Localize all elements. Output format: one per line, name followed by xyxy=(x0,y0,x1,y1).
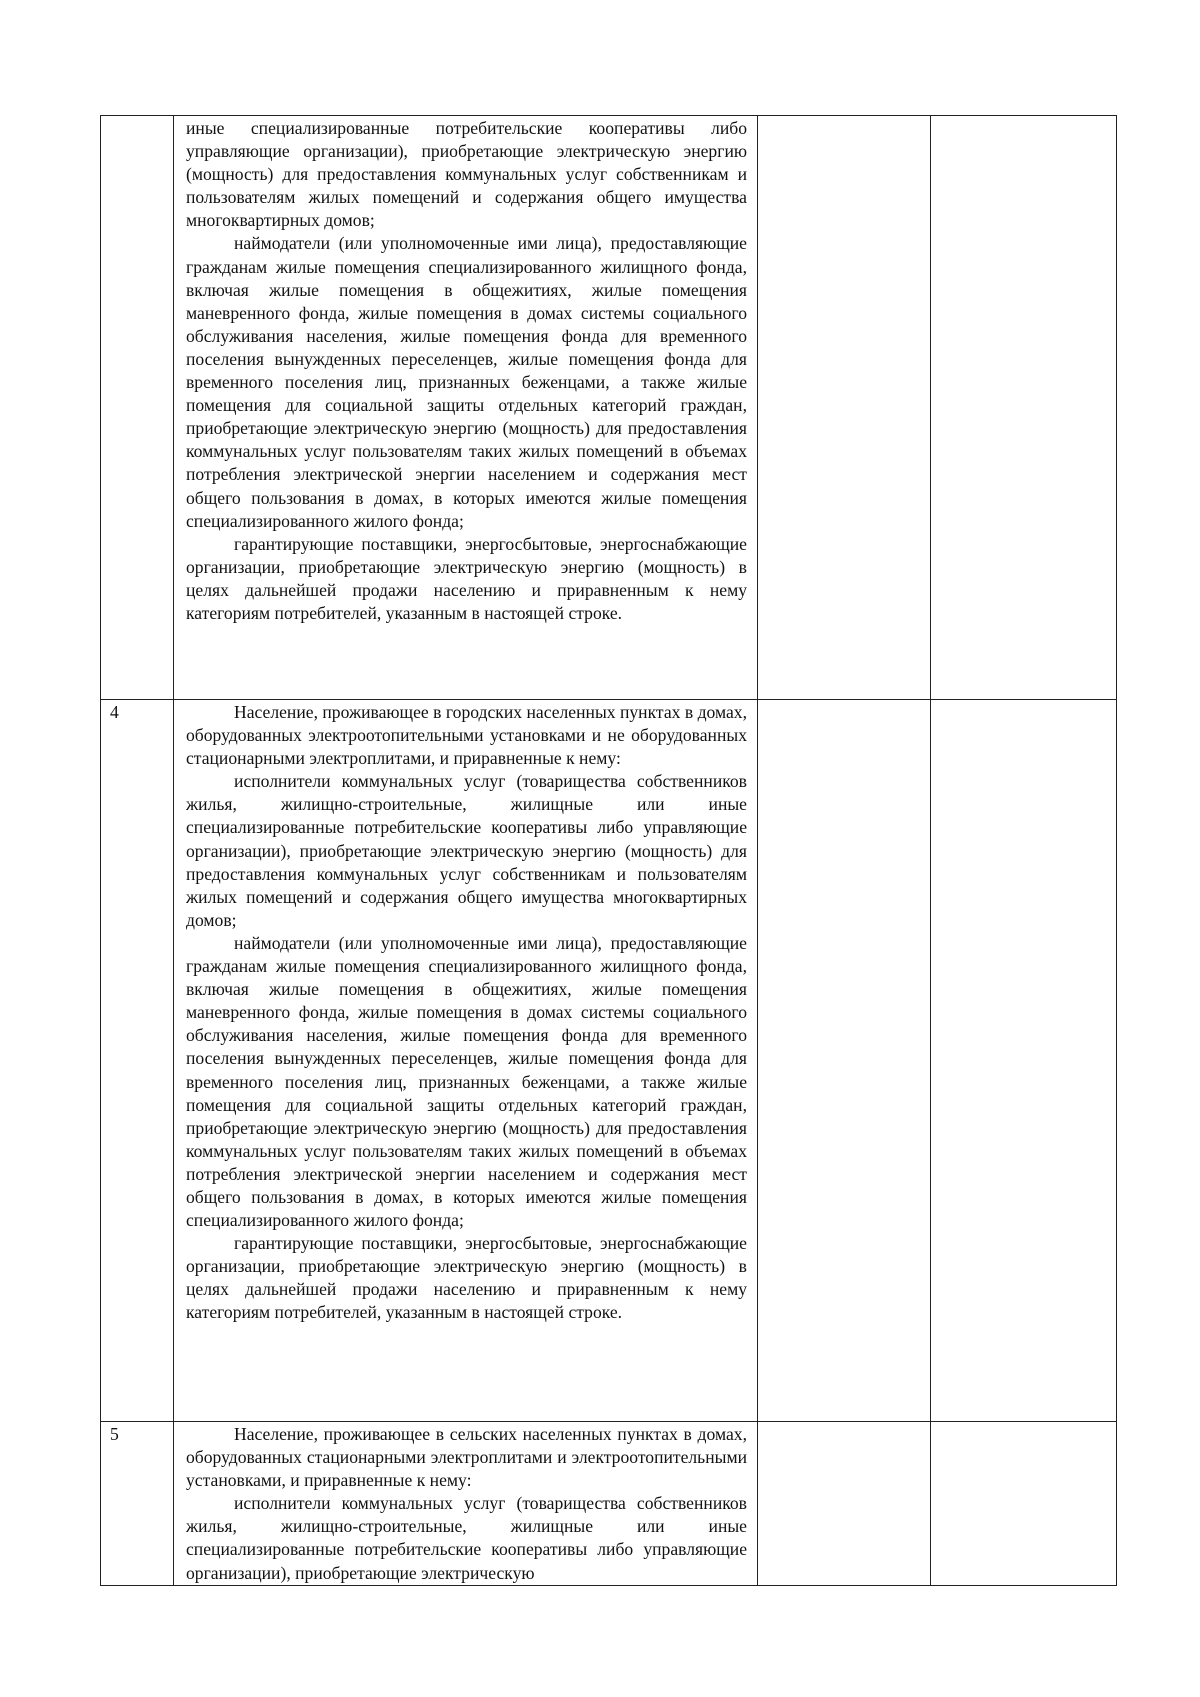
table-row xyxy=(101,700,1117,1422)
empty-cell xyxy=(758,1422,931,1586)
paragraph: гарантирующие поставщики, энергосбытовые, энергоснабжающие организации, приобретающие электрическую энергию (мощность) в целях дальнейшей продажи населению и приравненным к нему категориям потребителей, указанным в настоящей строке. xyxy=(186,533,747,623)
empty-cell xyxy=(758,116,931,700)
paragraph: гарантирующие поставщики, энергосбытовые, энергоснабжающие организации, приобретающие электрическую энергию (мощность) в целях дальнейшей продажи населению и приравненным к нему категориям потребителей, указанным в настоящей строке. xyxy=(186,1233,747,1323)
table-row xyxy=(101,1422,1117,1586)
empty-cell xyxy=(931,1422,1117,1586)
row-description-cell xyxy=(174,116,758,700)
paragraph: наймодатели (или уполномоченные ими лица), предоставляющие гражданам жилые помещения специализированного жилищного фонда, включая жилые помещения в общежитиях, жилые помещения маневренного фонда, жилые помещения в домах системы социального обслуживания населения, жилые помещения фонда для временного поселения вынужденных переселенцев, жилые помещения фонда для временного поселения лиц, признанных беженцами, а также жилые помещения для социальной защиты отдельных категорий граждан, приобретающие электрическую энергию (мощность) для предоставления коммунальных услуг пользователям таких жилых помещений в объемах потребления электрической энергии населением и содержания мест общего пользования в домах, в которых имеются жилые помещения специализированного жилого фонда; xyxy=(186,932,747,1231)
paragraph: иные специализированные потребительские кооперативы либо управляющие организации), приобретающие электрическую энергию (мощность) для предоставления коммунальных услуг собственникам и пользователям жилых помещений и содержания общего имущества многоквартирных домов; xyxy=(186,118,747,231)
row-number-cell: 5 xyxy=(101,1422,174,1586)
row-description-cell xyxy=(174,1422,758,1586)
paragraph: наймодатели (или уполномоченные ими лица), предоставляющие гражданам жилые помещения специализированного жилищного фонда, включая жилые помещения в общежитиях, жилые помещения маневренного фонда, жилые помещения в домах системы социального обслуживания населения, жилые помещения фонда для временного поселения вынужденных переселенцев, жилые помещения фонда для временного поселения лиц, признанных беженцами, а также жилые помещения для социальной защиты отдельных категорий граждан, приобретающие электрическую энергию (мощность) для предоставления коммунальных услуг пользователям таких жилых помещений в объемах потребления электрической энергии населением и содержания мест общего пользования в домах, в которых имеются жилые помещения специализированного жилого фонда; xyxy=(186,233,747,531)
paragraph: исполнители коммунальных услуг (товарищества собственников жилья, жилищно-строительные, жилищные или иные специализированные потребительские кооперативы либо управляющие организации), приобретающие электрическую xyxy=(186,1493,747,1583)
tariff-table xyxy=(100,115,1117,1586)
empty-cell xyxy=(931,116,1117,700)
table-row xyxy=(101,116,1117,700)
row-number-cell xyxy=(101,116,174,700)
empty-cell xyxy=(931,700,1117,1422)
paragraph: Население, проживающее в сельских населенных пунктах в домах, оборудованных стационарными электроплитами и электроотопительными установками, и приравненные к нему: xyxy=(186,1424,747,1491)
paragraph: Население, проживающее в городских населенных пунктах в домах, оборудованных электроотопительными установками и не оборудованных стационарными электроплитами, и приравненные к нему: xyxy=(186,702,747,769)
row-description-cell xyxy=(174,700,758,1422)
paragraph: исполнители коммунальных услуг (товарищества собственников жилья, жилищно-строительные, жилищные или иные специализированные потребительские кооперативы либо управляющие организации), приобретающие электрическую энергию (мощность) для предоставления коммунальных услуг собственникам и пользователям жилых помещений и содержания общего имущества многоквартирных домов; xyxy=(186,771,747,930)
row-number-cell: 4 xyxy=(101,700,174,1422)
empty-cell xyxy=(758,700,931,1422)
